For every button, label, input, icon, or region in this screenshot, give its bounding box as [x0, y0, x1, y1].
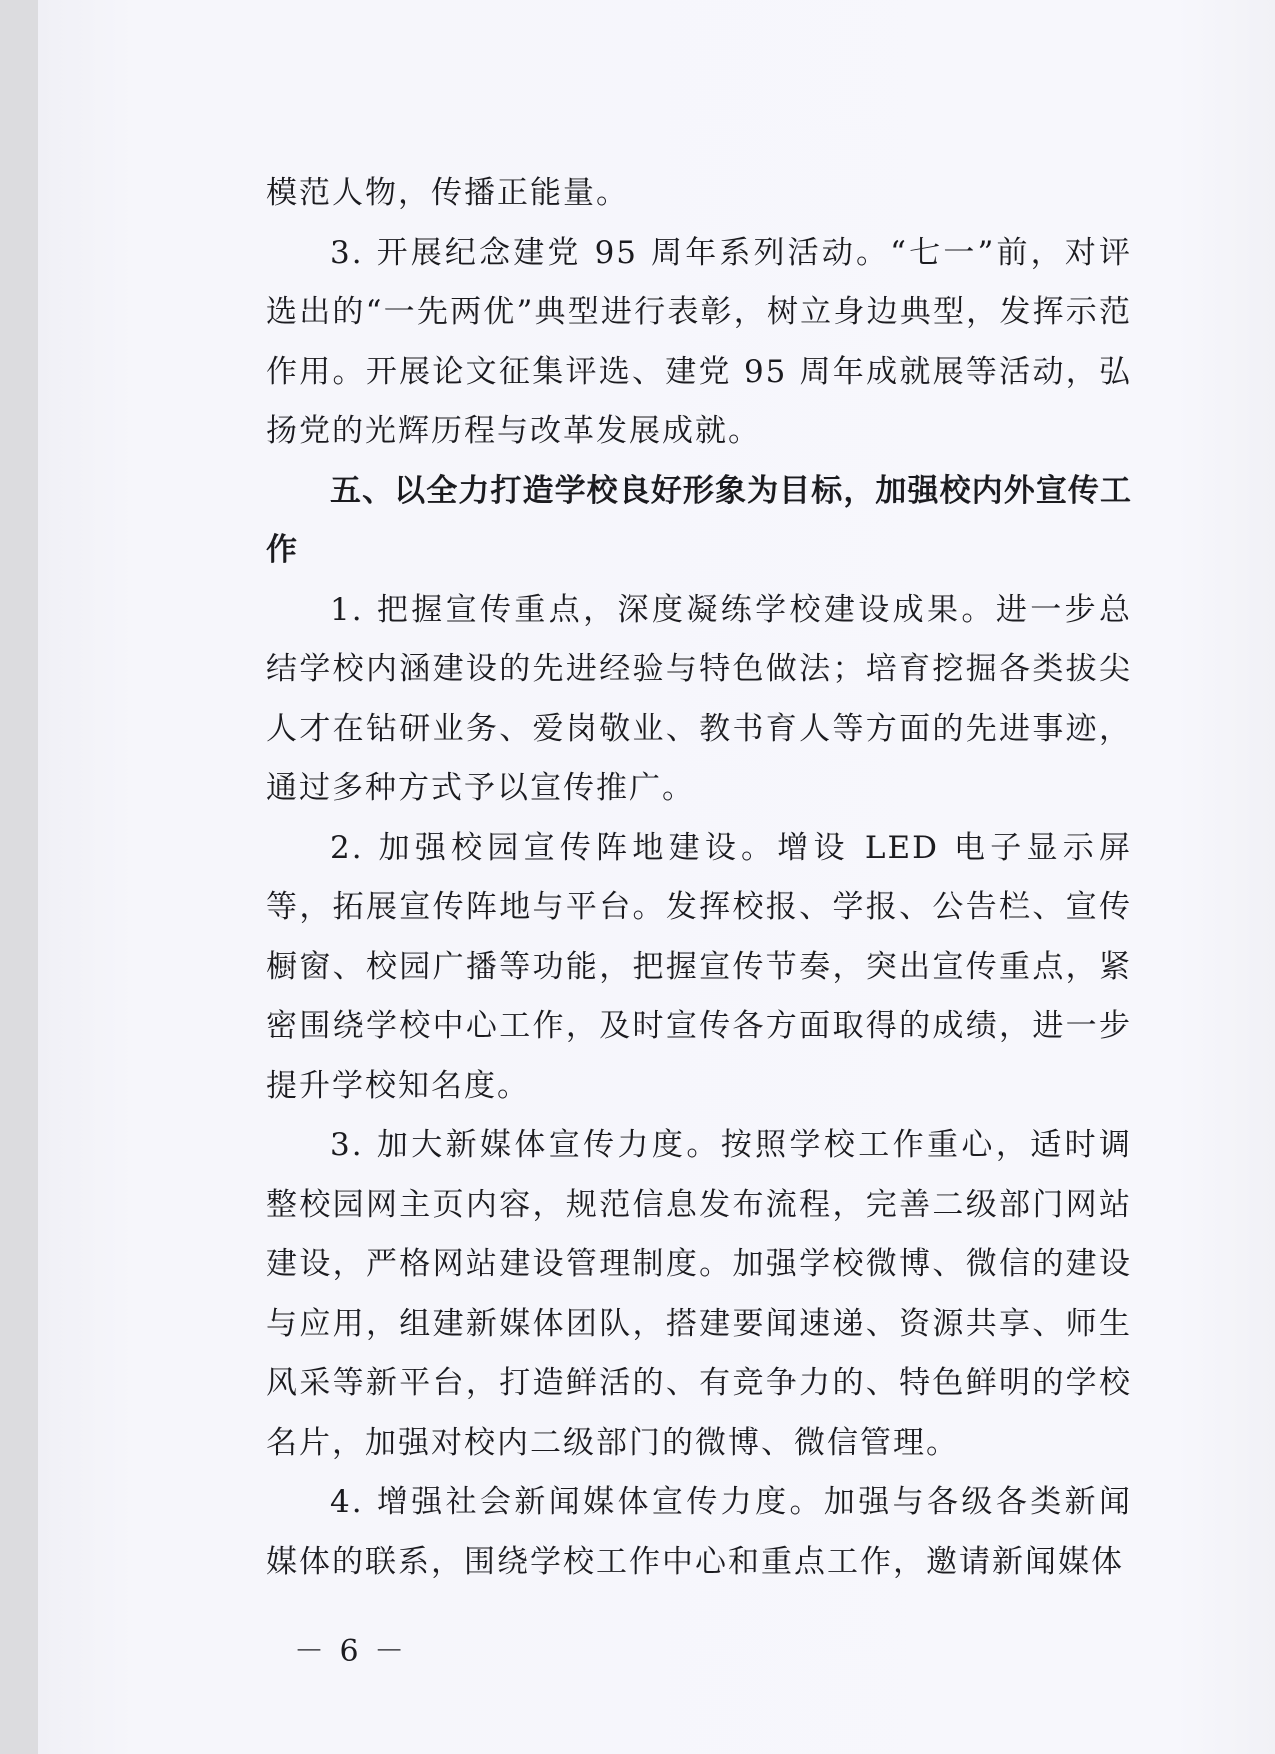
paragraph-item-1-focus: 1. 把握宣传重点，深度凝练学校建设成果。进一步总结学校内涵建设的先进经验与特色做法；培育挖掘各类拔尖人才在钻研业务、爱岗敬业、教书育人等方面的先进事迹，通过多种方式予以宣传推广。	[266, 591, 1132, 806]
page-number: － 6 －	[294, 1634, 408, 1669]
document-page	[38, 0, 1275, 1754]
paragraph-item-3-anniversary: 3. 开展纪念建党 95 周年系列活动。“七一”前，对评选出的“一先两优”典型进行表彰，树立身边典型，发挥示范作用。开展论文征集评选、建党 95 周年成就展等活动，弘扬党的光辉历程与改革发展成就。	[266, 234, 1132, 449]
body-text	[266, 164, 1132, 1592]
paragraph-continuation: 模范人物，传播正能量。	[266, 175, 629, 211]
paragraph-item-3-new-media: 3. 加大新媒体宣传力度。按照学校工作重心，适时调整校园网主页内容，规范信息发布流程，完善二级部门网站建设，严格网站建设管理制度。加强学校微博、微信的建设与应用，组建新媒体团队，搭建要闻速递、资源共享、师生风采等新平台，打造鲜活的、有竞争力的、特色鲜明的学校名片，加强对校内二级部门的微博、微信管理。	[266, 1127, 1132, 1461]
section-heading-five: 五、以全力打造学校良好形象为目标，加强校内外宣传工作	[266, 472, 1132, 568]
paragraph-item-2-campus: 2. 加强校园宣传阵地建设。增设 LED 电子显示屏等，拓展宣传阵地与平台。发挥校报、学报、公告栏、宣传橱窗、校园广播等功能，把握宣传节奏，突出宣传重点，紧密围绕学校中心工作，及时宣传各方面取得的成绩，进一步提升学校知名度。	[266, 829, 1132, 1104]
paragraph-item-4-news-media: 4. 增强社会新闻媒体宣传力度。加强与各级各类新闻媒体的联系，围绕学校工作中心和重点工作，邀请新闻媒体	[266, 1484, 1132, 1580]
